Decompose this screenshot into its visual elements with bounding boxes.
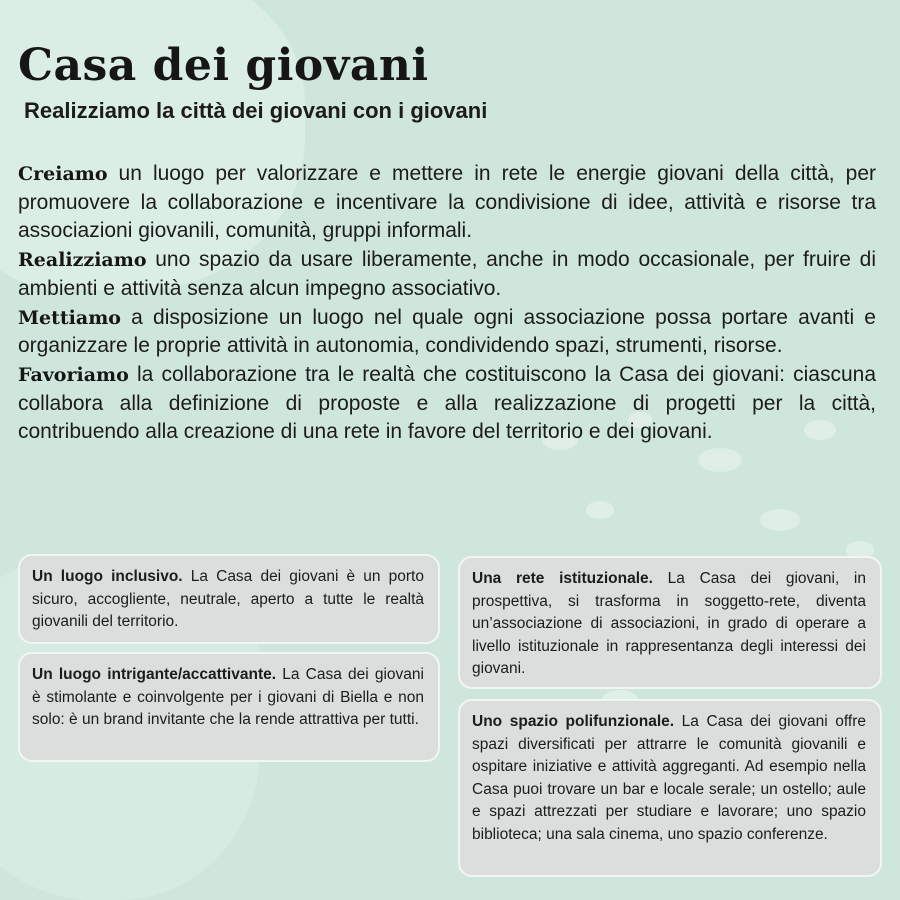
intro-paragraph-text: un luogo per valorizzare e mettere in rete le energie giovani della città, per promuovere la collaborazione e incentivare la condivisione di idee, attività e risorse tra associazioni giovanili, comunità, gruppi informali.: [18, 162, 876, 243]
card-text: La Casa dei giovani, in prospettiva, si trasforma in soggetto-rete, diventa un’associazione di associazioni, in grado di operare a livello istituzionale in rappresentanza degli interessi dei giovani.: [472, 570, 866, 677]
intro-paragraph: [18, 246, 876, 303]
intro-keyword: Mettiamo: [18, 306, 121, 329]
intro-paragraph: [18, 361, 876, 447]
content: [18, 38, 880, 447]
card-luogo-intrigante: [18, 652, 440, 762]
card-heading: Un luogo intrigante/accattivante.: [32, 666, 277, 683]
intro-paragraph-text: la collaborazione tra le realtà che costituiscono la Casa dei giovani: ciascuna collabora alla definizione di proposte e alla realizzazione di progetti per la città, contribuendo alla creazione di una rete in favore del territorio e dei giovani.: [18, 362, 876, 444]
card-text: La Casa dei giovani offre spazi diversificati per attrarre le comunità giovanili e ospitare iniziative e attività aggreganti. Ad esempio nella Casa puoi trovare un bar e locale serale; un ostello; aule e spazi attrezzati per studiare e lavorare; uno spazio biblioteca; una sala cinema, uno spazio conferenze.: [472, 713, 867, 843]
card-text: La Casa dei giovani è un porto sicuro, accogliente, neutrale, aperto a tutte le realtà giovanili del territorio.: [32, 568, 424, 630]
intro-text: [18, 160, 876, 447]
card-text: La Casa dei giovani è stimolante e coinvolgente per i giovani di Biella e non solo: è un brand invitante che la rende attrattiva per tutti.: [32, 666, 424, 728]
card-luogo-inclusivo: [18, 554, 440, 644]
card-heading: Uno spazio polifunzionale.: [472, 713, 675, 730]
card-heading: Una rete istituzionale.: [472, 570, 653, 587]
intro-keyword: Creiamo: [18, 163, 108, 185]
card-spazio-polifunzionale: [458, 699, 882, 877]
page-title: Casa dei giovani: [18, 40, 429, 91]
intro-keyword: Realizziamo: [18, 249, 147, 272]
intro-paragraph-text: a disposizione un luogo nel quale ogni associazione possa portare avanti e organizzare le proprie attività in autonomia, condividendo spazi, strumenti, risorse.: [18, 305, 876, 358]
intro-paragraph: [18, 304, 876, 361]
intro-paragraph-text: uno spazio da usare liberamente, anche in modo occasionale, per fruire di ambienti e attività senza alcun impegno associativo.: [18, 248, 876, 300]
card-rete-istituzionale: [458, 556, 882, 689]
intro-paragraph: [18, 160, 876, 246]
card-heading: Un luogo inclusivo.: [32, 568, 183, 585]
page-subtitle: Realizziamo la città dei giovani con i giovani: [24, 98, 488, 123]
intro-keyword: Favoriamo: [18, 363, 129, 386]
